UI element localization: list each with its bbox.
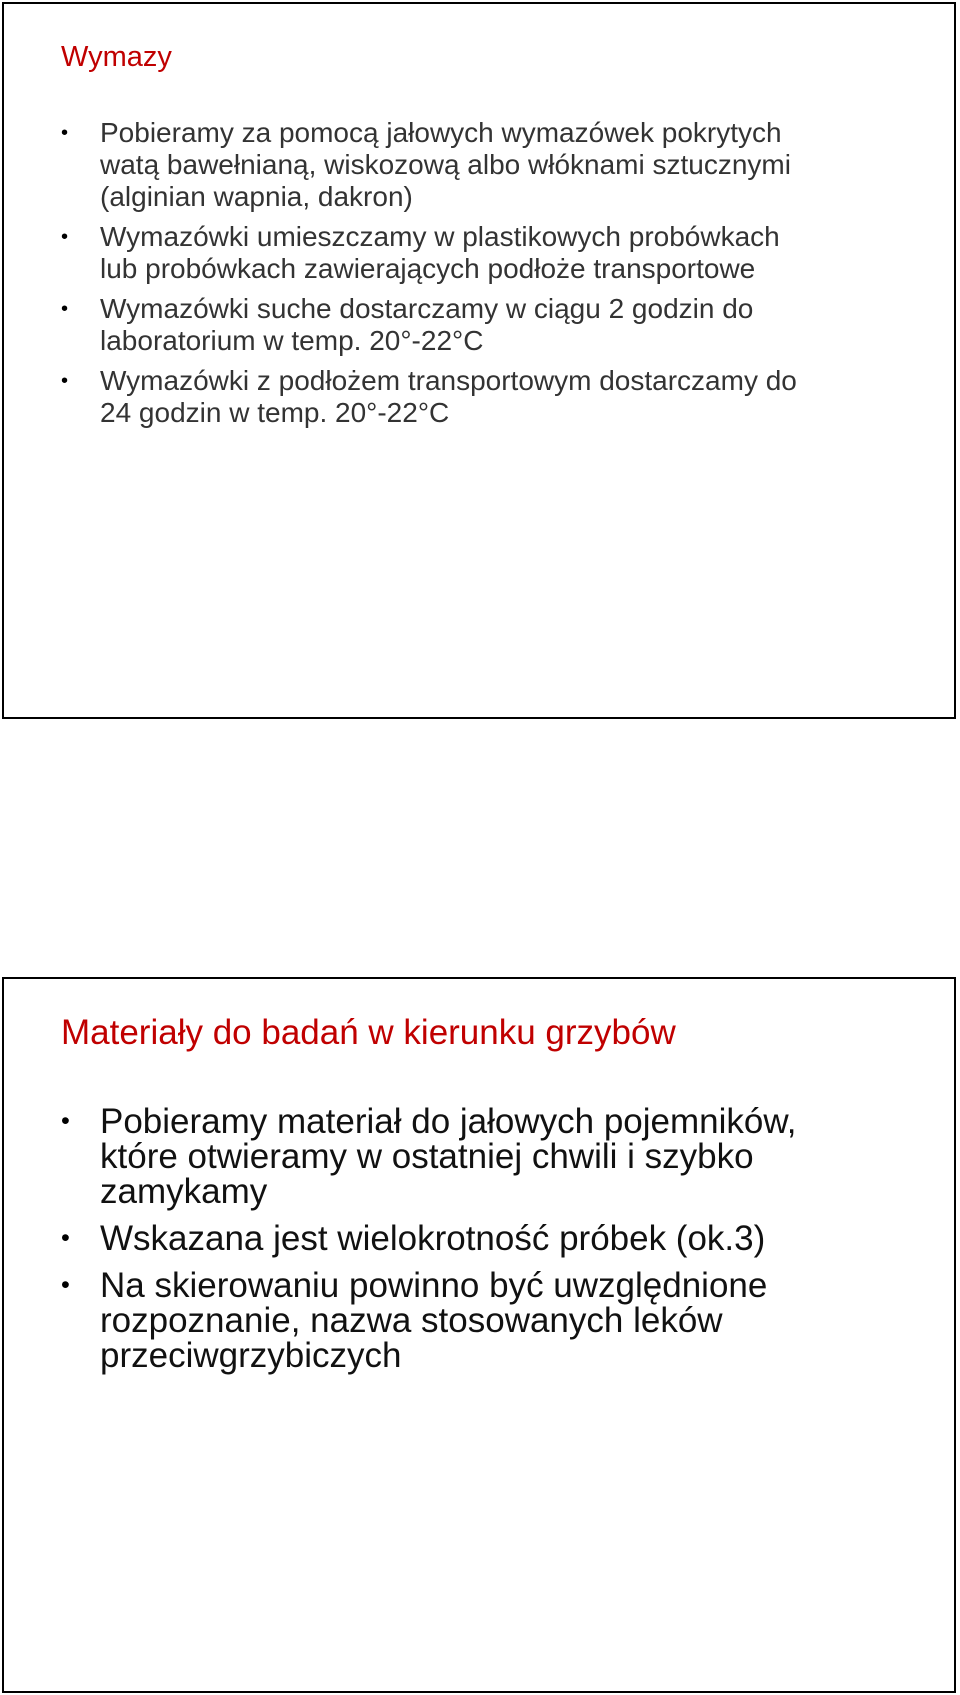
bullet-list [61, 1104, 934, 1385]
bullet-line: które otwieramy w ostatniej chwili i szybko [100, 1137, 754, 1176]
slide-title: Wymazy [61, 41, 172, 73]
bullet-line: Wskazana jest wielokrotność próbek (ok.3) [100, 1219, 766, 1258]
bullet-item [61, 365, 934, 429]
bullet-line: przeciwgrzybiczych [100, 1336, 402, 1375]
bullet-line: Wymazówki umieszczamy w plastikowych probówkach [100, 221, 780, 252]
bullet-dot-icon: • [61, 1107, 70, 1135]
bullet-line: rozpoznanie, nazwa stosowanych leków [100, 1301, 723, 1340]
bullet-item [61, 293, 934, 357]
bullet-line: zamykamy [100, 1172, 268, 1211]
bullet-item [61, 1104, 934, 1209]
bullet-dot-icon: • [61, 226, 69, 248]
slide-wymazy [2, 2, 956, 719]
bullet-line: lub probówkach zawierających podłoże transportowe [100, 253, 756, 284]
bullet-line: Pobieramy za pomocą jałowych wymazówek pokrytych [100, 117, 782, 148]
bullet-dot-icon: • [61, 122, 69, 144]
bullet-line: Wymazówki z podłożem transportowym dostarczamy do [100, 365, 797, 396]
bullet-dot-icon: • [61, 1271, 70, 1299]
slide-materialy-grzyby [2, 977, 956, 1693]
bullet-item [61, 1221, 934, 1256]
bullet-line: 24 godzin w temp. 20°-22°C [100, 397, 450, 428]
bullet-line: Pobieramy materiał do jałowych pojemników, [100, 1102, 797, 1141]
bullet-item [61, 117, 934, 213]
bullet-list [61, 117, 934, 437]
bullet-line: (alginian wapnia, dakron) [100, 181, 413, 212]
bullet-dot-icon: • [61, 298, 69, 320]
bullet-dot-icon: • [61, 1224, 70, 1252]
slide-title: Materiały do badań w kierunku grzybów [61, 1013, 676, 1052]
bullet-dot-icon: • [61, 370, 69, 392]
bullet-line: Wymazówki suche dostarczamy w ciągu 2 godzin do [100, 293, 754, 324]
bullet-line: laboratorium w temp. 20°-22°C [100, 325, 484, 356]
bullet-line: watą bawełnianą, wiskozową albo włóknami sztucznymi [100, 149, 791, 180]
bullet-item [61, 1268, 934, 1373]
bullet-item [61, 221, 934, 285]
bullet-line: Na skierowaniu powinno być uwzględnione [100, 1266, 768, 1305]
